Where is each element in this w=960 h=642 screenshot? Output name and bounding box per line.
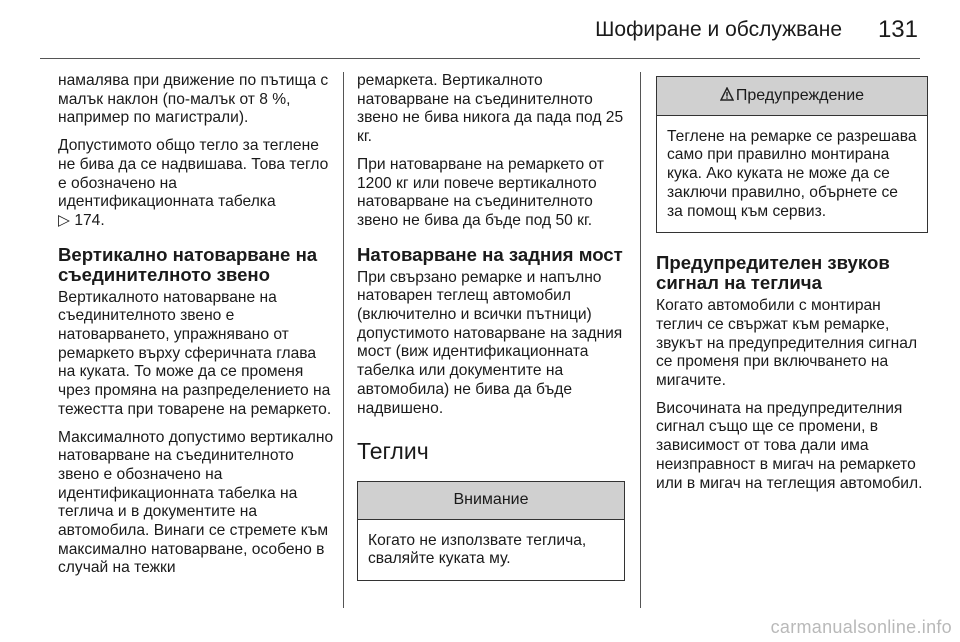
paragraph: Максималното допустимо вертикално натоварване на съединителното звено е обозначено на идентификационната табелка на теглича и в документите на автомобила. Винаги се стремете към максимално натоварване, особено в случай на тежки [58,428,334,577]
page-number: 131 [877,16,918,43]
column-divider-2 [640,72,641,608]
warning-box [656,76,928,233]
header-title: Шофиране и обслужване [595,18,842,41]
page-header [0,0,960,58]
paragraph: При свързано ремарке и напълно натоварен теглещ автомобил (включително и всички пътници) допустимото натоварване на задния мост (виж идентификационната табелка или документите на автомобила) не бива да бъде надвишено. [357,268,623,417]
column-3 [656,72,928,502]
page-reference-link[interactable] [58,212,105,229]
reference-arrow-icon: ▷ [58,211,70,229]
attention-box [357,481,625,581]
column-1 [58,72,336,587]
chapter-heading: Теглич [357,438,429,465]
section-heading: Предупредителен звуков сигнал на теглича [656,252,890,294]
paragraph: Височината на предупредителния сигнал също ще се промени, в зависимост от това дали има неизправност в мигач на ремаркето или в мигач на теглещия автомобил. [656,399,923,492]
column-divider-1 [343,72,344,608]
attention-title: Внимание [358,482,624,520]
paragraph: Вертикалното натоварване на съединителното звено е натоварването, упражнявано от ремаркето върху сферичната глава на куката. То може да се променя чрез промяна на разпределението на тежестта при товарене на ремаркето. [58,288,332,418]
header-rule [40,58,920,59]
attention-body [358,520,624,580]
warning-body [657,116,927,233]
attention-text: Когато не използвате теглича, сваляйте куката му. [368,531,587,568]
paragraph [58,137,336,231]
warning-header [657,77,927,116]
watermark-text: carmanualsonline.info [770,617,952,637]
section-heading: Натоварване на задния мост [357,243,623,265]
column-2 [357,72,625,581]
warning-title: Предупреждение [735,87,865,104]
paragraph: намалява при движение по пътища с малък наклон (по-малък от 8 %, например по магистрали). [58,72,329,127]
section-heading: Вертикално натоварване на съединителното звено [58,243,318,285]
paragraph: Когато автомобили с монтиран теглич се свържат към ремарке, звукът на предупредителния сигнал се променя при включването на мигачите. [656,297,918,390]
paragraph: ремаркета. Вертикалното натоварване на съединителното звено не бива никога да пада под 25 кг. [357,72,624,146]
warning-text: Теглене на ремарке се разрешава само при правилно монтирана кука. Ако куката не може да се заключи правилно, обърнете се за помощ към сервиз. [667,127,917,220]
warning-triangle-icon [720,87,734,101]
paragraph-text: Допустимото общо тегло за теглене не бива да се надвишава. Това тегло е обозначено на идентификационната табелка [58,137,329,211]
paragraph: При натоварване на ремаркето от 1200 кг или повече вертикалното натоварване на съединителното звено не бива да бъде под 50 кг. [357,155,604,229]
reference-page: 174. [70,211,105,229]
